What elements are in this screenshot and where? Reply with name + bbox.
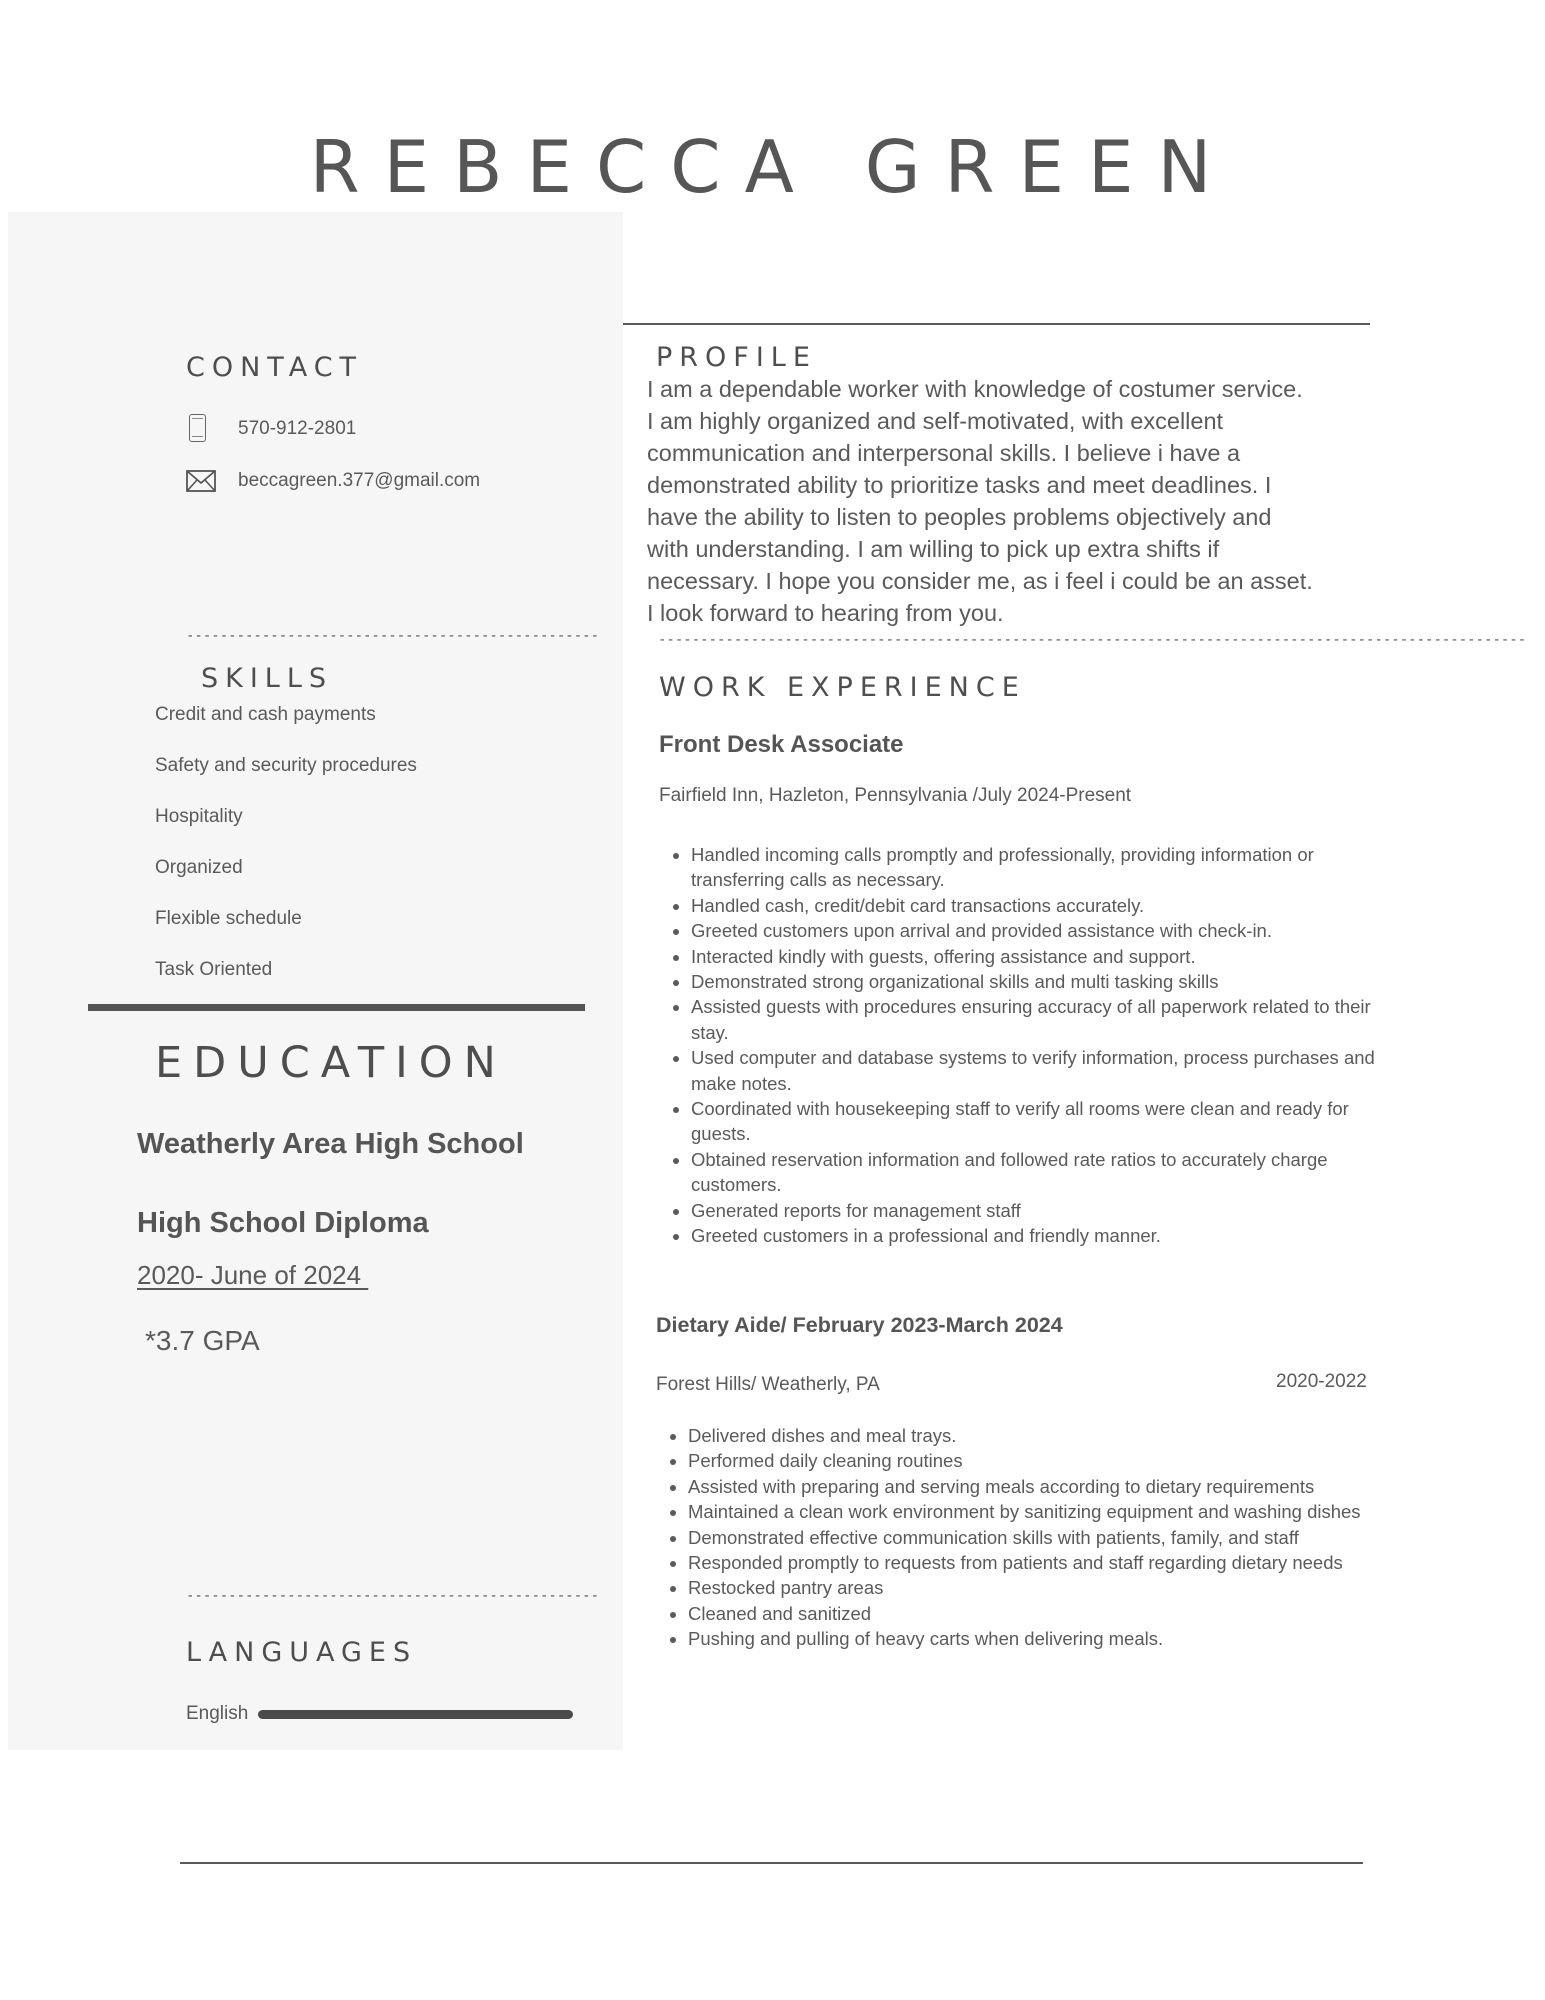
skill-item: Task Oriented xyxy=(155,959,273,980)
job-bullet: • Assisted with preparing and serving meals according to dietary requirements xyxy=(688,1474,1401,1499)
envelope-icon xyxy=(186,470,216,497)
job-bullet: • Greeted customers upon arrival and provided assistance with check-in. xyxy=(691,918,1401,943)
profile-text: I am a dependable worker with knowledge of costumer service. I am highly organized and self-motivated, with excellent communication and interpersonal skills. I believe i have a demonstrated ability to prioritize tasks and meet deadlines. I have the ability to listen to peoples problems objectively and with understanding. I am willing to pick up extra shifts if necessary. I hope you consider me, as i feel i could be an asset. I look forward to hearing from you. xyxy=(647,376,1313,626)
job-side-date: 2020-2022 xyxy=(1276,1371,1367,1392)
skill-item: Hospitality xyxy=(155,806,243,827)
education-degree: High School Diploma xyxy=(137,1207,429,1239)
contact-email[interactable]: beccagreen.377@gmail.com xyxy=(238,470,481,491)
language-name: English xyxy=(186,1703,249,1724)
job-bullet: • Delivered dishes and meal trays. xyxy=(688,1423,1401,1448)
resume-name: REBECCA GREEN xyxy=(309,125,1236,209)
job-bullet: • Responded promptly to requests from patients and staff regarding dietary needs xyxy=(688,1550,1401,1575)
language-level-track xyxy=(258,1710,573,1719)
skills-heading: SKILLS xyxy=(201,663,334,694)
mobile-phone-icon xyxy=(189,414,206,442)
profile-heading: PROFILE xyxy=(656,342,817,373)
profile-top-rule xyxy=(623,323,1370,325)
job-bullet: • Performed daily cleaning routines xyxy=(688,1448,1401,1473)
job-bullet: • Obtained reservation information and followed rate ratios to accurately charge customers. xyxy=(691,1147,1401,1198)
job-bullet: • Interacted kindly with guests, offering assistance and support. xyxy=(691,944,1401,969)
skill-item: Organized xyxy=(155,857,243,878)
skill-item: Safety and security procedures xyxy=(155,755,417,776)
profile-divider: ------------------------------------------------------------------------------------------------------- xyxy=(658,632,1527,648)
languages-divider: ------------------------------------------------- xyxy=(186,1588,600,1604)
languages-heading: LANGUAGES xyxy=(186,1637,418,1668)
skill-item: Flexible schedule xyxy=(155,908,302,929)
job-bullet: • Restocked pantry areas xyxy=(688,1575,1401,1600)
job-bullets xyxy=(656,1423,1401,1652)
job-bullet: • Handled incoming calls promptly and professionally, providing information or transferring calls as necessary. xyxy=(691,842,1401,893)
job-subtitle: Forest Hills/ Weatherly, PA xyxy=(656,1374,880,1395)
job-bullet: • Demonstrated effective communication skills with patients, family, and staff xyxy=(688,1525,1401,1550)
work-heading: WORK EXPERIENCE xyxy=(659,672,1026,703)
contact-divider: ------------------------------------------------- xyxy=(186,628,600,644)
footer-rule xyxy=(180,1862,1363,1864)
skill-item: Credit and cash payments xyxy=(155,704,376,725)
skills-list xyxy=(155,704,417,1010)
job-bullet: • Cleaned and sanitized xyxy=(688,1601,1401,1626)
job-bullet: • Generated reports for management staff xyxy=(691,1198,1401,1223)
job-subtitle: Fairfield Inn, Hazleton, Pennsylvania /July 2024-Present xyxy=(659,785,1132,806)
education-gpa: *3.7 GPA xyxy=(145,1325,260,1356)
contact-phone-row xyxy=(189,414,206,442)
job-bullet: • Handled cash, credit/debit card transactions accurately. xyxy=(691,893,1401,918)
job-bullet: • Coordinated with housekeeping staff to verify all rooms were clean and ready for guests. xyxy=(691,1096,1401,1147)
job-bullet: • Maintained a clean work environment by sanitizing equipment and washing dishes xyxy=(688,1499,1401,1524)
contact-heading: CONTACT xyxy=(186,352,364,383)
job-bullet: • Used computer and database systems to verify information, process purchases and make notes. xyxy=(691,1045,1401,1096)
job-title: Front Desk Associate xyxy=(659,731,904,758)
education-heading: EDUCATION xyxy=(155,1038,507,1088)
job-bullet: • Pushing and pulling of heavy carts when delivering meals. xyxy=(688,1626,1401,1651)
language-level-bar xyxy=(258,1710,573,1719)
job-bullet: • Assisted guests with procedures ensuring accuracy of all paperwork related to their stay. xyxy=(691,994,1401,1045)
education-dates: 2020- June of 2024 xyxy=(137,1260,369,1290)
job-bullet: • Greeted customers in a professional and friendly manner. xyxy=(691,1223,1401,1248)
education-top-rule xyxy=(88,1004,585,1011)
job-bullet: • Demonstrated strong organizational skills and multi tasking skills xyxy=(691,969,1401,994)
contact-phone[interactable]: 570-912-2801 xyxy=(238,418,357,439)
job-title: Dietary Aide/ February 2023-March 2024 xyxy=(656,1313,1063,1337)
education-school: Weatherly Area High School xyxy=(137,1128,524,1160)
job-bullets xyxy=(659,842,1401,1249)
